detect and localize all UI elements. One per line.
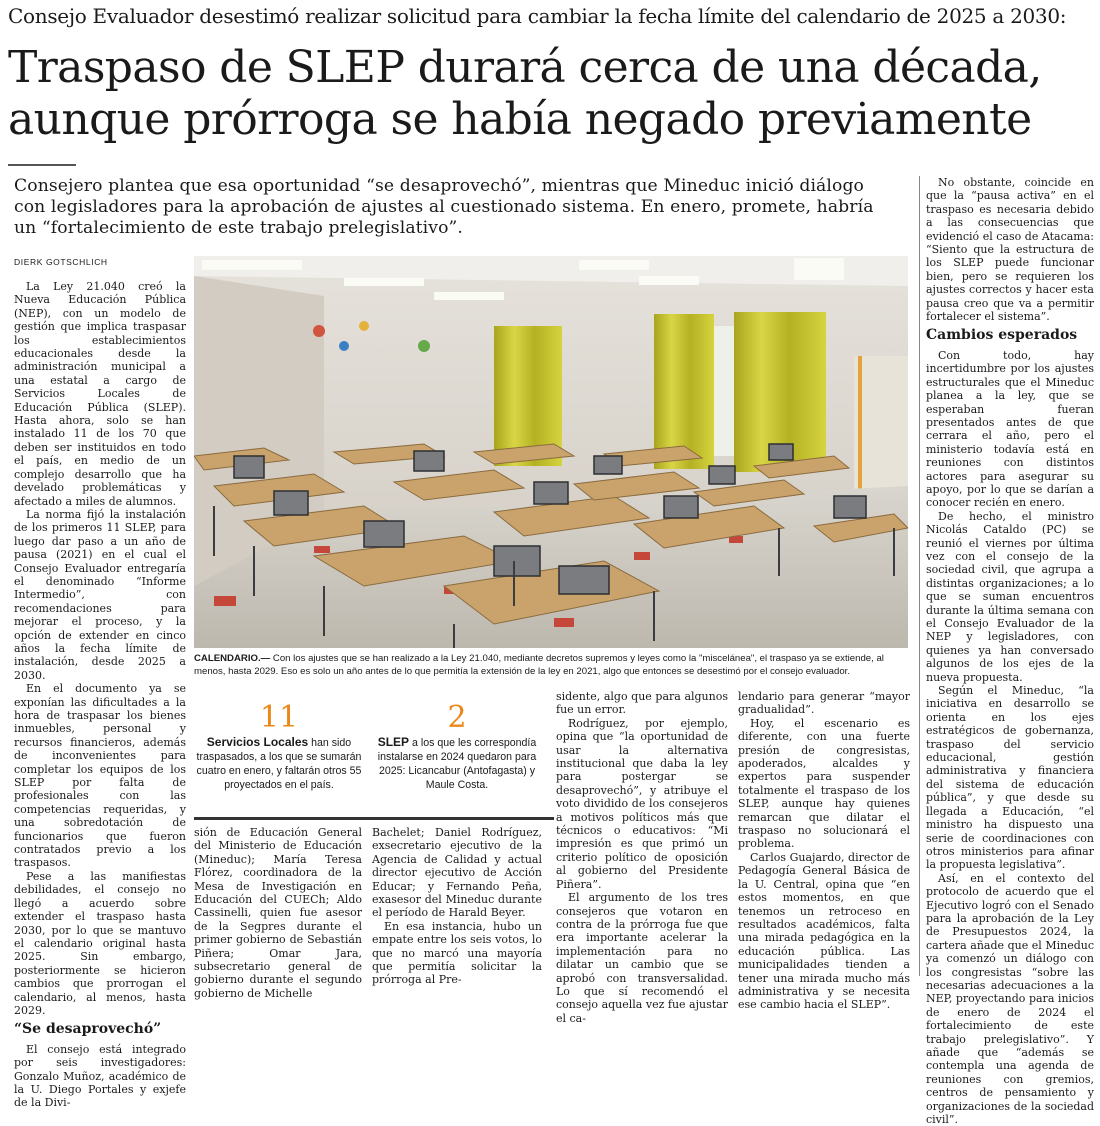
column-2 [194,826,362,1000]
stat-bold: SLEP [377,735,410,749]
paragraph: El consejo está integrado por seis investigadores: Gonzalo Muñoz, académico de la U. Diego Portales y exjefe de la Divi- [14,1042,186,1110]
headline: Traspaso de SLEP durará cerca de una década, aunque prórroga se había negado previamente [8,42,1042,145]
paragraph: lendario para generar “mayor gradualidad”. [738,690,910,717]
column-4 [556,690,728,1025]
classroom-photo [194,256,908,648]
paragraph: Rodríguez, por ejemplo, opina que “la oportunidad de usar la alternativa institucional que daba la ley para postergar se desaprovechó”, y atribuye el voto dividido de los consejeros a motivos políticos más que técnicos o educativos: “Mi impresión es que primó un criterio político de oposición al gobierno del Presidente Piñera”. [556,716,728,891]
paragraph: Hoy, el escenario es diferente, con una fuerte presión de congresistas, apoderados, alcaldes y expertos para suspender totalmente el traspaso de los SLEP, aunque hay quienes remarcan que dilatar el traspaso no solucionará el problema. [738,716,910,851]
column-3 [372,826,542,987]
paragraph: Según el Mineduc, “la iniciativa en desarrollo se orienta en los ejes estratégicos de gobernanza, traspaso del servicio educacional, gestión administrativa y financiera del sistema de educación pública”, y que desde su llegada a Educación, “el ministro ha dispuesto una serie de coordinaciones con otros ministerios para afinar la propuesta legislativa”. [926,684,1094,872]
stat-text: Servicios Locales han sido traspasados, a los que se sumarán cuatro en enero, y faltarán otros 55 proyectados en el país. [196,735,362,791]
paragraph: Con todo, hay incertidumbre por los ajustes estructurales que el Mineduc planea a la ley, que se esperaban fueran presentados antes de que cerrara el año, pero el ministerio todavía está en reuniones con distintos actores para asegurar su apoyo, por lo que se darían a conocer recién en enero. [926,348,1094,510]
paragraph: La norma fijó la instalación de los primeros 11 SLEP, para luego dar paso a un año de pausa (2021) en el cual el Consejo Evaluador entregaría el denominado “Informe Intermedio”, con recomendaciones para mejorar el proceso, y la opción de extender en cinco años la fecha límite de instalación, desde 2025 a 2030. [14,507,186,682]
stat-bold: Servicios Locales [206,735,309,749]
byline: DIERK GOTSCHLICH [14,257,108,267]
stat-number: 11 [259,700,299,735]
column-divider-right [919,176,920,976]
paragraph: En esa instancia, hubo un empate entre los seis votos, lo que no marcó una mayoría que permitía solicitar la prórroga al Pre- [372,919,542,987]
stat-number: 2 [447,700,467,735]
photo-caption [194,652,908,678]
paragraph: De hecho, el ministro Nicolás Cataldo (PC) se reunió el viernes por última vez con el consejo de la sociedad civil, que agrupa a distintas organizaciones; a lo que se suman encuentros durante la última semana con el Consejo Evaluador de la NEP y legisladores, con quienes ya han conversado algunos de los ejes de la nueva propuesta. [926,509,1094,684]
lead-paragraph: Consejero plantea que esa oportunidad “se desaprovechó”, mientras que Mineduc inició diálogo con legisladores para la aprobación de ajustes al cuestionado sistema. En enero, promete, habría un “fortalecimiento de este trabajo prelegislativo”. [14,176,874,238]
paragraph: Bachelet; Daniel Rodríguez, exsecretario ejecutivo de la Agencia de Calidad y actual director ejecutivo de Acción Educar; y Fernando Peña, exasesor del Mineduc durante el período de Harald Beyer. [372,826,542,920]
paragraph: sidente, algo que para algunos fue un error. [556,690,728,717]
paragraph: sión de Educación General del Ministerio de Educación (Mineduc); María Teresa Flórez, coordinadora de la Mesa de Investigación en Educación del CUECh; Aldo Cassinelli, quien fue asesor de la Segpres durante el primer gobierno de Sebastián Piñera; Omar Jara, subsecretario general de gobierno durante el segundo gobierno de Michelle [194,826,362,1000]
stat-text: SLEP a los que les correspondía instalarse en 2024 quedaron para 2025: Licancabur (Antofagasta) y Maule Costa. [377,735,537,791]
paragraph: El argumento de los tres consejeros que votaron en contra de la prórroga fue que era importante acelerar la implementación para no dilatar un cambio que se aprobó con transversalidad. Lo que sí recomendó el consejo aquella vez fue ajustar el ca- [556,891,728,1025]
subheading: Cambios esperados [926,327,1078,344]
column-1 [14,280,186,1110]
paragraph: No obstante, coincide en que la “pausa activa” en el traspaso es necesaria debido a las consecuencias que evidenció el caso de Atacama: “Siento que la estructura de los SLEP puede funcionar bien, pero se requieren los ajustes correctos y hacer esta pausa creo que va a permitir fortalecer el sistema”. [926,176,1094,324]
paragraph: En el documento ya se exponían las dificultades a la hora de traspasar los bienes inmuebles, personal y recursos financieros, además de inconvenientes para completar los equipos de los SLEP por falta de profesionales con las competencias requeridas, y una sobredotación de funcionarios que fueron contratados previo a los traspasos. [14,682,186,870]
stat-box-1 [194,700,364,792]
paragraph: Pese a las manifiestas debilidades, el consejo no llegó a acuerdo sobre extender el traspaso hasta 2030, por lo que se mantuvo el calendario original hasta 2025. Sin embargo, posteriormente se hicieron cambios que prorrogan el calendario, al menos, hasta 2029. [14,869,186,1017]
column-5 [738,690,910,1012]
paragraph: Carlos Guajardo, director de Pedagogía General Básica de la U. Central, opina que “en estos momentos, en que tenemos un retroceso en resultados académicos, falta una mirada pedagógica en la educación pública. Las municipalidades tienden a tener una mirada mucho más administrativa y se necesita ese cambio hacia el SLEP”. [738,850,910,1012]
headline-rule [8,164,76,166]
paragraph: La Ley 21.040 creó la Nueva Educación Pública (NEP), con un modelo de gestión que implica traspasar los establecimientos educacionales desde la administración municipal a una estatal a cargo de Servicios Locales de Educación Pública (SLEP). Hasta ahora, solo se han instalado 11 de los 70 que deben ser instituidos en todo el país, en medio de un complejo desarrollo que ha develado problemáticas y afectado a miles de alumnos. [14,280,186,508]
caption-text: Con los ajustes que se han realizado a la Ley 21.040, mediante decretos supremos y leyes como la "miscelánea", el traspaso ya se extiende, al menos, hasta 2029. Eso es solo un año antes de lo que permitía la extensión de la ley en 2021, algo que entonces se desestimó por el consejo evaluador. [194,653,884,677]
subheading: “Se desaprovechó” [14,1021,162,1038]
column-6 [926,176,1094,1126]
stats-divider [194,817,554,820]
stat-box-2 [372,700,542,792]
paragraph: Así, en el contexto del protocolo de acuerdo que el Ejecutivo logró con el Senado para la aprobación de la Ley de Presupuestos 2024, la cartera añade que el Mineduc ya comenzó un diálogo con los congresistas “sobre las necesarias adecuaciones a la NEP, proyectando para inicios de enero de 2024 el fortalecimiento de este trabajo prelegislativo”. Y añade que “además se contempla una agenda de reuniones con gremios, centros de pensamiento y organizaciones de la sociedad civil”. [926,871,1094,1126]
kicker: Consejo Evaluador desestimó realizar solicitud para cambiar la fecha límite del calendario de 2025 a 2030: [8,4,1067,28]
caption-lead: CALENDARIO.— [194,653,271,664]
